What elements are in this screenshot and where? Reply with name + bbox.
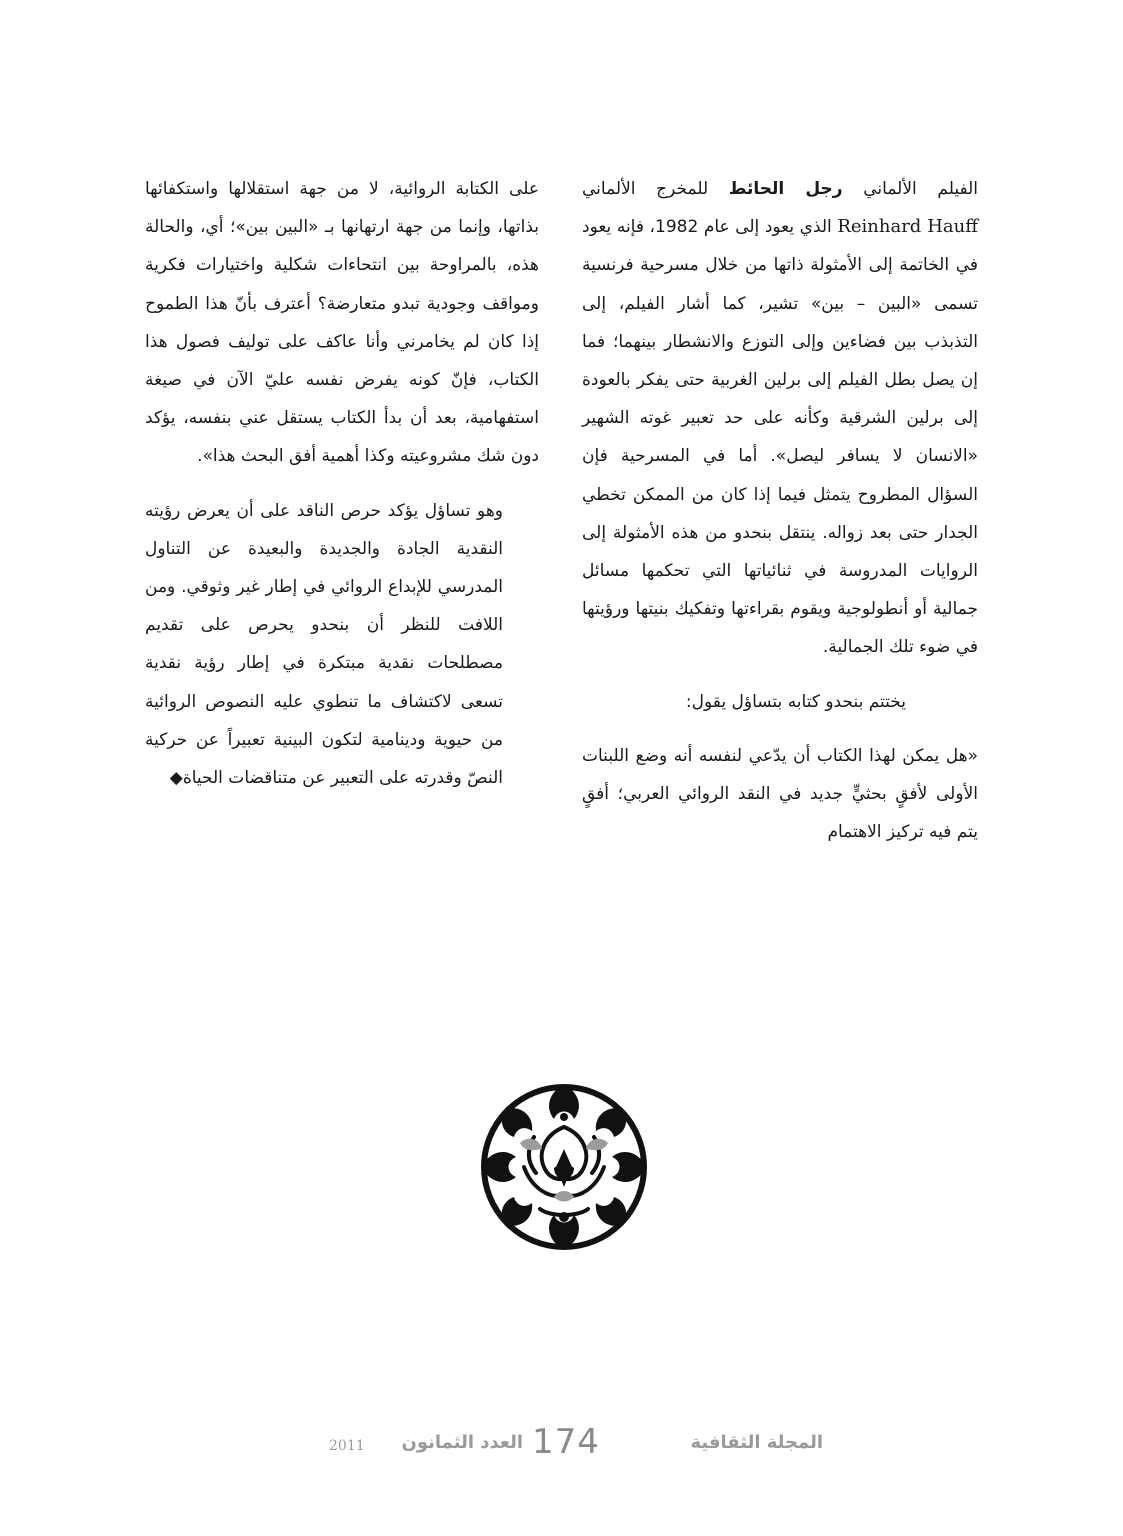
text-column-right	[582, 170, 978, 851]
paragraph-conclusion-intro: يختتم بنحدو كتابه بتساؤل يقول:	[685, 691, 906, 712]
paragraph-film-text-a: الفيلم الألماني	[842, 179, 978, 199]
footer-year: 2011	[329, 1438, 365, 1454]
page-number: 174	[532, 1422, 600, 1462]
paragraph-gap	[145, 476, 539, 492]
paragraph-gap	[582, 721, 978, 737]
paragraph-film-text-b: للمخرج الألماني	[582, 179, 729, 199]
paragraph-gap	[582, 667, 978, 683]
page-footer	[0, 1422, 1123, 1466]
film-title: رجل الحائط	[728, 179, 843, 199]
paragraph-film	[582, 170, 978, 667]
text-column-left	[145, 170, 539, 797]
end-diamond-icon: ◆	[169, 768, 183, 789]
paragraph-quote-end: على الكتابة الروائية، لا من جهة استقلالها واستكفائها بذاتها، وإنما من جهة ارتهانها بـ «البين بين»؛ أي، والحالة هذه، بالمراوحة بين انتحاءات شكلية واختيارات فكرية ومواقف وجودية تبدو متعارضة؟ أعترف بأنّ هذا الطموح إذا كان لم يخامرني وأنا عاكف على توليف فصول هذا الكتاب، فإنّ كونه يفرض نفسه عليّ الآن في صيغة استفهامية، بعد أن بدأ الكتاب يستقل عني بنفسه، يؤكد دون شك مشروعيته وكذا أهمية أفق البحث هذا».	[145, 179, 539, 467]
paragraph-film-text-c: الذي يعود إلى عام 1982، فإنه يعود في الخاتمة إلى الأمثولة ذاتها من خلال مسرحية فرنسية تسمى «البين – بين» تشير، كما أشار الفيلم، إلى التذبذب بين فضاءين وإلى التوزع والانشطار بينهما؛ فما إن يصل بطل الفيلم إلى برلين الغربية حتى يفكر بالعودة إلى برلين الشرقية وكأنه على حد تعبير غوته الشهير «الانسان لا يسافر ليصل». أما في المسرحية فإن السؤال المطروح يتمثل فيما إذا كان من الممكن تخطي الجدار حتى بعد زواله. ينتقل بنحدو من هذه الأمثولة إلى الروايات المدروسة في ثنائياتها التي تحكمها مسائل جمالية أو أنطولوجية ويقوم بقراءتها وتفكيك بنيتها ورؤيتها في ضوء تلك الجمالية.	[582, 217, 978, 658]
paragraph-quote-start: «هل يمكن لهذا الكتاب أن يدّعي لنفسه أنه وضع اللبنات الأولى لأفقٍ بحثيٍّ جديد في النقد الروائي العربي؛ أفقٍ يتم فيه تركيز الاهتمام	[582, 745, 978, 843]
director-name: Reinhard Hauff	[837, 216, 979, 238]
arabesque-ornament-icon	[474, 1077, 654, 1257]
footer-magazine-name: المجلة الثقافية	[690, 1432, 823, 1453]
footer-issue: العدد الثمانون	[401, 1432, 523, 1453]
paragraph-closing	[145, 492, 539, 798]
paragraph-closing-text: وهو تساؤل يؤكد حرص الناقد على أن يعرض رؤيته النقدية الجادة والجديدة والبعيدة عن التناول المدرسي للإبداع الروائي في إطار غير وثوقي. ومن اللافت للنظر أن بنحدو يحرص على تقديم مصطلحات نقدية مبتكرة في إطار رؤية نقدية تسعى لاكتشاف ما تنطوي عليه النصوص الروائية من حيوية ودينامية لتكون البينية تعبيراً عن حركية النصّ وقدرته على التعبير عن متناقضات الحياة	[145, 500, 503, 789]
